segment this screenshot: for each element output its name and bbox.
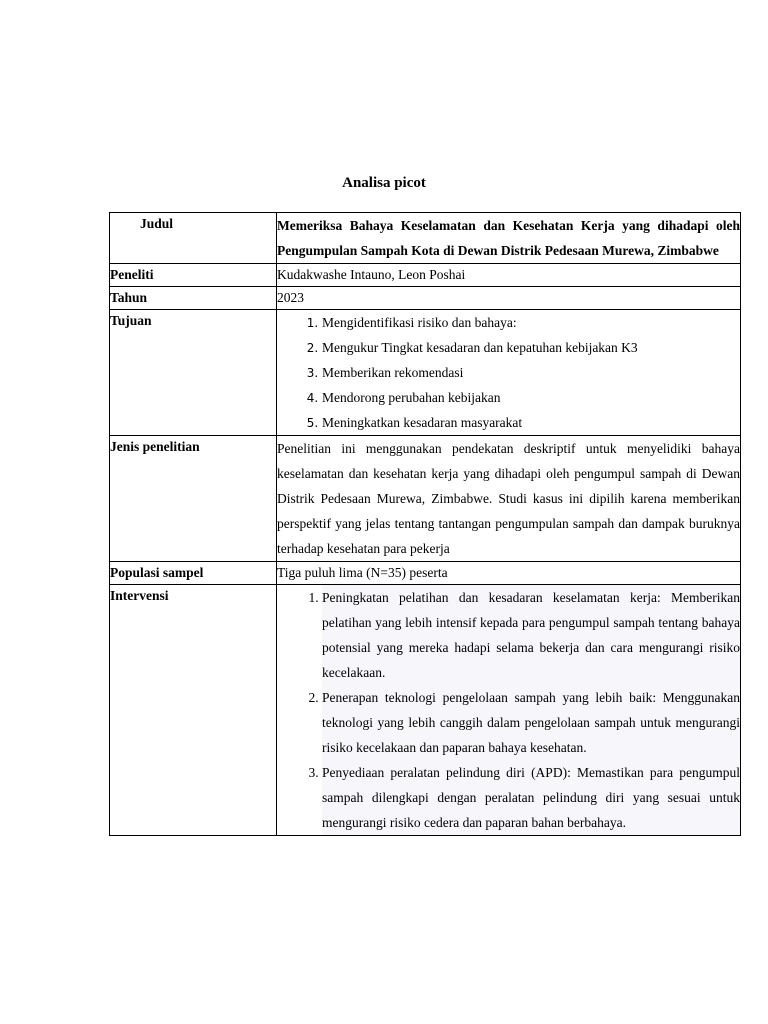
tujuan-item: 5. Meningkatkan kesadaran masyarakat xyxy=(322,410,740,435)
label-intervensi: Intervensi xyxy=(110,585,277,836)
label-jenis-penelitian: Jenis penelitian xyxy=(110,436,277,562)
intervensi-item: 3. Penyediaan peralatan pelindung diri (APD): Memastikan para pengumpul sampah dilengkapi dengan peralatan pelindung diri yang sesuai untuk mengurangi risiko cedera dan paparan bahan berbahaya. xyxy=(322,760,740,835)
tujuan-item: 3. Memberikan rekomendasi xyxy=(322,360,740,385)
tujuan-item: 1. Mengidentifikasi risiko dan bahaya: xyxy=(322,310,740,335)
tujuan-item: 2. Mengukur Tingkat kesadaran dan kepatuhan kebijakan K3 xyxy=(322,335,740,360)
row-judul xyxy=(110,213,741,264)
row-peneliti xyxy=(110,264,741,287)
value-tahun: 2023 xyxy=(277,287,741,310)
value-peneliti: Kudakwashe Intauno, Leon Poshai xyxy=(277,264,741,287)
value-judul: Memeriksa Bahaya Keselamatan dan Kesehatan Kerja yang dihadapi oleh Pengumpulan Sampah Kota di Dewan Distrik Pedesaan Murewa, Zimbabwe xyxy=(277,213,741,264)
document-title: Analisa picot xyxy=(342,175,426,191)
tujuan-list xyxy=(277,310,740,435)
value-intervensi xyxy=(277,585,741,836)
intervensi-item: 2. Penerapan teknologi pengelolaan sampah yang lebih baik: Menggunakan teknologi yang lebih canggih dalam pengelolaan sampah untuk mengurangi risiko kecelakaan dan paparan bahaya kesehatan. xyxy=(322,685,740,760)
tujuan-item: 4. Mendorong perubahan kebijakan xyxy=(322,385,740,410)
label-tahun: Tahun xyxy=(110,287,277,310)
label-tujuan: Tujuan xyxy=(110,310,277,436)
value-populasi-sampel: Tiga puluh lima (N=35) peserta xyxy=(277,562,741,585)
label-peneliti: Peneliti xyxy=(110,264,277,287)
row-tahun xyxy=(110,287,741,310)
row-jenis-penelitian xyxy=(110,436,741,562)
label-judul: Judul xyxy=(110,213,277,264)
value-tujuan xyxy=(277,310,741,436)
intervensi-list xyxy=(277,585,740,835)
intervensi-item: 1. Peningkatan pelatihan dan kesadaran keselamatan kerja: Memberikan pelatihan yang lebih intensif kepada para pengumpul sampah tentang bahaya potensial yang mereka hadapi selama bekerja dan cara mengurangi risiko kecelakaan. xyxy=(322,585,740,685)
label-populasi-sampel: Populasi sampel xyxy=(110,562,277,585)
picot-table xyxy=(109,212,741,836)
row-tujuan xyxy=(110,310,741,436)
row-populasi-sampel xyxy=(110,562,741,585)
row-intervensi xyxy=(110,585,741,836)
value-jenis-penelitian: Penelitian ini menggunakan pendekatan deskriptif untuk menyelidiki bahaya keselamatan dan kesehatan kerja yang dihadapi oleh pengumpul sampah di Dewan Distrik Pedesaan Murewa, Zimbabwe. Studi kasus ini dipilih karena memberikan perspektif yang jelas tentang tantangan pengumpulan sampah dan dampak buruknya terhadap kesehatan para pekerja xyxy=(277,436,741,562)
